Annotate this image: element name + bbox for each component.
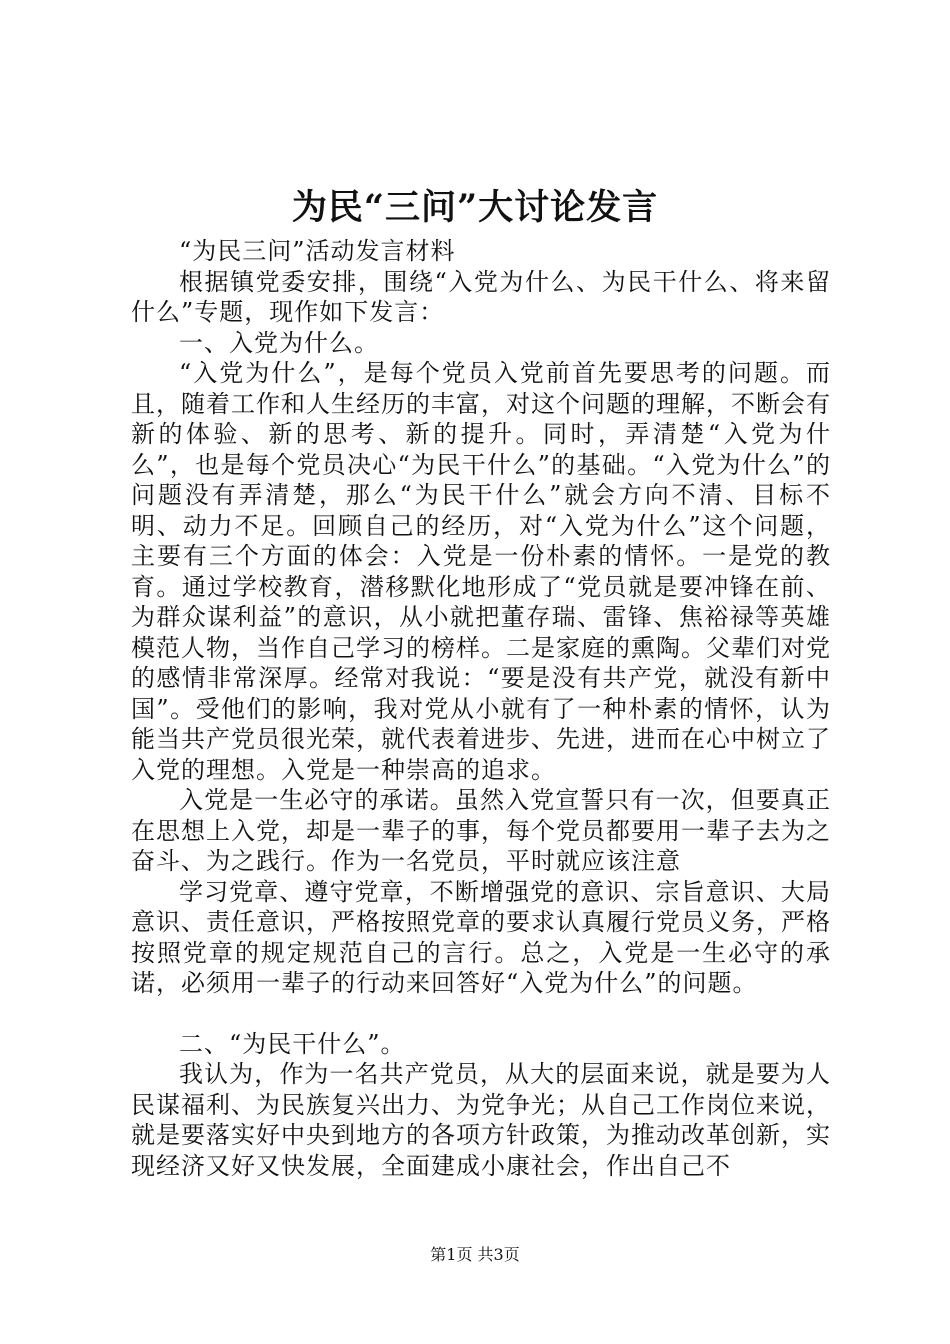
paragraph-body: 学习党章、遵守党章，不断增强党的意识、宗旨意识、大局意识、责任意识，严格按照党章的要求认真履行党员义务，严格按照党章的规定规范自己的言行。总之，入党是一生必守的承诺，必须用一辈子的行动来回答好“入党为什么”的问题。 <box>131 877 831 997</box>
paragraph-body: 入党是一生必守的承诺。虽然入党宣誓只有一次，但要真正在思想上入党，却是一辈子的事，每个党员都要用一辈子去为之奋斗、为之践行。作为一名党员，平时就应该注意 <box>131 786 831 875</box>
page-number: 第1页 共3页 <box>430 1245 520 1264</box>
document-body <box>131 236 831 1181</box>
document-title: 为民“三问”大讨论发言 <box>291 187 659 228</box>
section-heading-1: 一、入党为什么。 <box>179 328 379 357</box>
paragraph-body: 我认为，作为一名共产党员，从大的层面来说，就是要为人民谋福利、为民族复兴出力、为党争光；从自己工作岗位来说，就是要落实好中央到地方的各项方针政策，为推动改革创新，实现经济又好又快发展，全面建成小康社会，作出自己不 <box>131 1060 831 1180</box>
section-heading-2: 二、“为民干什么”。 <box>179 1029 406 1058</box>
paragraph-subtitle: “为民三问”活动发言材料 <box>179 237 456 265</box>
paragraph-intro: 根据镇党委安排，围绕“入党为什么、为民干什么、将来留什么”专题，现作如下发言： <box>131 267 831 326</box>
paragraph-body: “入党为什么”，是每个党员入党前首先要思考的问题。而且，随着工作和人生经历的丰富，对这个问题的理解，不断会有新的体验、新的思考、新的提升。同时，弄清楚“入党为什么”，也是每个党员决心“为民干什么”的基础。“入党为什么”的问题没有弄清楚，那么“为民干什么”就会方向不清、目标不明、动力不足。回顾自己的经历，对“入党为什么”这个问题，主要有三个方面的体会：入党是一份朴素的情怀。一是党的教育。通过学校教育，潜移默化地形成了“党员就是要冲锋在前、为群众谋利益”的意识，从小就把董存瑞、雷锋、焦裕禄等英雄模范人物，当作自己学习的榜样。二是家庭的熏陶。父辈们对党的感情非常深厚。经常对我说：“要是没有共产党，就没有新中国”。受他们的影响，我对党从小就有了一种朴素的情怀，认为能当共产党员很光荣，就代表着进步、先进，进而在心中树立了入党的理想。入党是一种崇高的追求。 <box>131 359 831 784</box>
